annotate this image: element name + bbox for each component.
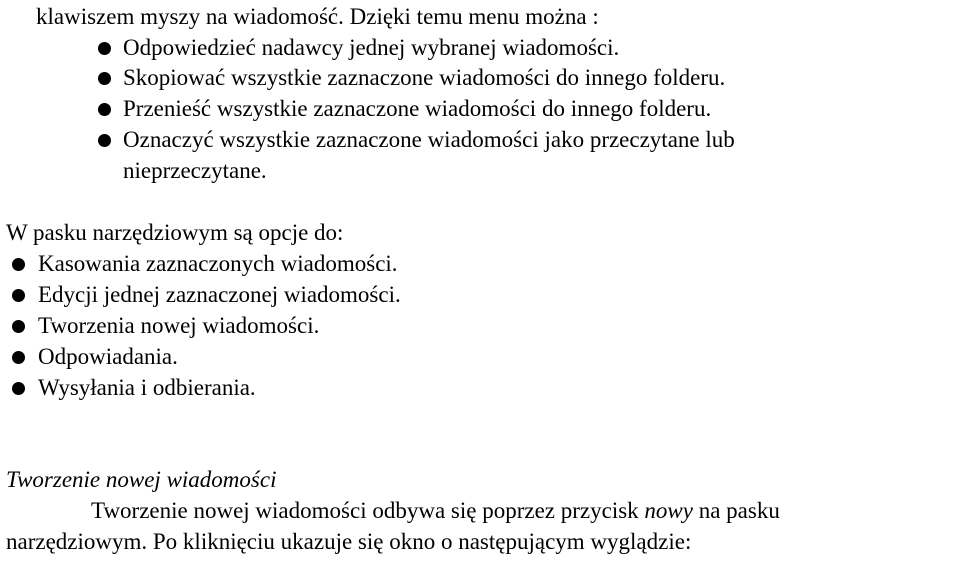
list-item-text: Przenieść wszystkie zaznaczone wiadomości do innego folderu.: [123, 96, 712, 121]
list-item-text: Skopiować wszystkie zaznaczone wiadomości do innego folderu.: [123, 65, 726, 90]
paragraph-text: Tworzenie nowej wiadomości odbywa się poprzez przycisk: [91, 498, 645, 523]
bullet-icon: [98, 72, 111, 85]
bullet-icon: [12, 289, 25, 302]
list-item-text: Oznaczyć wszystkie zaznaczone wiadomości jako przeczytane lub: [123, 127, 735, 152]
bullet-icon: [98, 103, 111, 116]
list-item-text: Odpowiedzieć nadawcy jednej wybranej wiadomości.: [123, 35, 620, 60]
bullet-icon: [12, 382, 25, 395]
bullet-icon: [98, 134, 111, 147]
paragraph-line-2: narzędziowym. Po kliknięciu ukazuje się okno o następującym wyglądzie:: [6, 529, 692, 554]
list-item-text: Tworzenia nowej wiadomości.: [38, 313, 320, 338]
intro-line: klawiszem myszy na wiadomość. Dzięki temu menu można :: [36, 4, 599, 29]
bullet-icon: [12, 320, 25, 333]
paragraph-line-1: [91, 496, 780, 526]
list-item-text: Odpowiadania.: [38, 344, 178, 369]
paragraph-text: na pasku: [692, 498, 780, 523]
emphasis-text: nowy: [644, 498, 693, 523]
bullet-icon: [12, 258, 25, 271]
bullet-icon: [98, 42, 111, 55]
list-item-text: Wysyłania i odbierania.: [38, 375, 256, 400]
section-heading: Tworzenie nowej wiadomości: [6, 467, 277, 492]
list-item-text: Kasowania zaznaczonych wiadomości.: [38, 251, 398, 276]
list-item-text: Edycji jednej zaznaczonej wiadomości.: [38, 282, 401, 307]
bullet-icon: [12, 351, 25, 364]
list-item-continuation: nieprzeczytane.: [123, 158, 267, 183]
toolbar-intro: W pasku narzędziowym są opcje do:: [6, 220, 344, 245]
